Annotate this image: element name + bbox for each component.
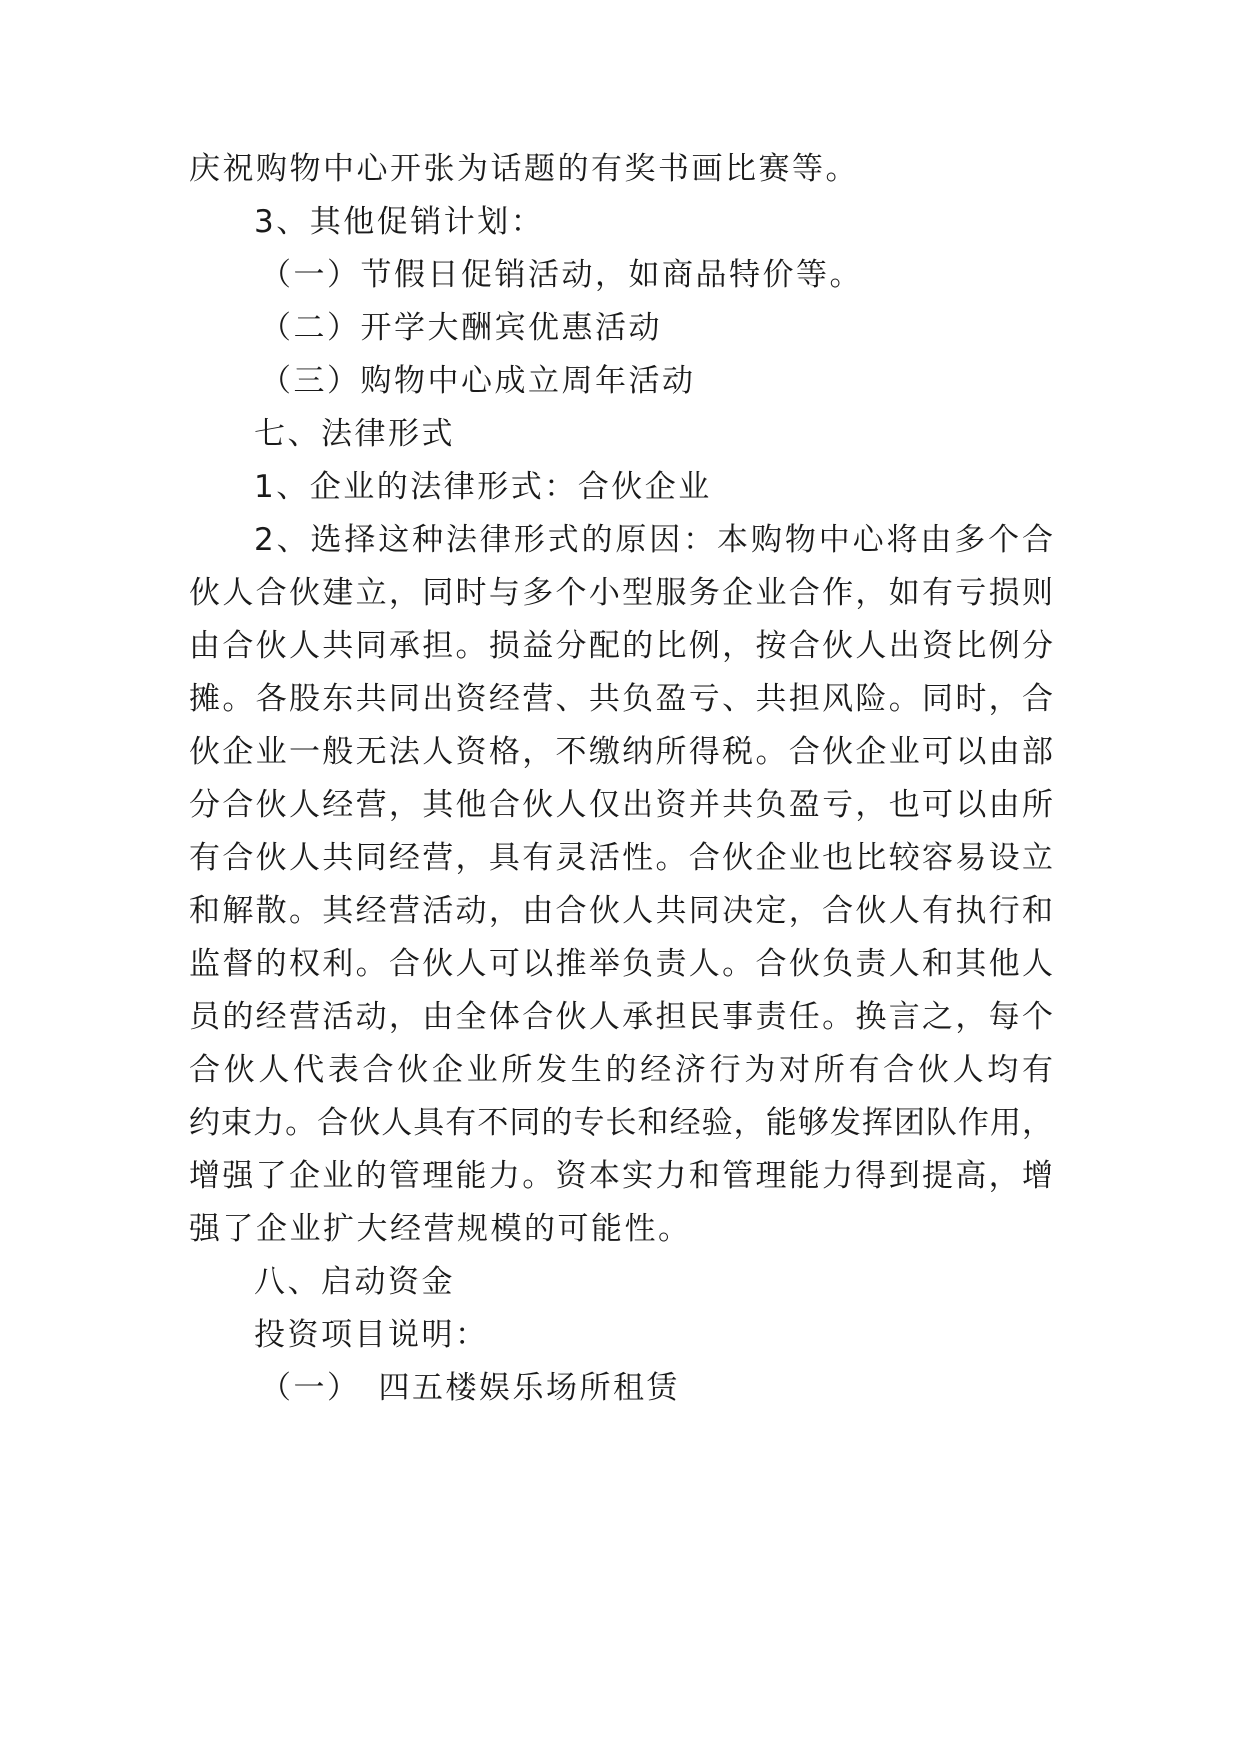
- list-item: （二）开学大酬宾优惠活动: [260, 310, 662, 346]
- section-heading: 七、法律形式: [254, 416, 455, 452]
- paragraph-line: 摊。各股东共同出资经营、共负盈亏、共担风险。同时，合: [189, 681, 1053, 717]
- list-item: （一）节假日促销活动，如商品特价等。: [260, 257, 863, 293]
- paragraph-line: 增强了企业的管理能力。资本实力和管理能力得到提高，增: [189, 1158, 1053, 1194]
- paragraph-line: 投资项目说明：: [254, 1317, 489, 1353]
- paragraph-line: 强了企业扩大经营规模的可能性。: [189, 1211, 692, 1247]
- paragraph-line: 庆祝购物中心开张为话题的有奖书画比赛等。: [189, 151, 859, 187]
- paragraph-line: 员的经营活动，由全体合伙人承担民事责任。换言之，每个: [189, 999, 1053, 1035]
- paragraph-line: 2、选择这种法律形式的原因：本购物中心将由多个合: [254, 522, 1053, 558]
- paragraph-line: 合伙人代表合伙企业所发生的经济行为对所有合伙人均有: [189, 1052, 1053, 1088]
- section-heading: 3、其他促销计划：: [254, 204, 545, 240]
- list-item: （一） 四五楼娱乐场所租赁: [260, 1370, 680, 1406]
- paragraph-line: 1、企业的法律形式：合伙企业: [254, 469, 712, 505]
- paragraph-line: 分合伙人经营，其他合伙人仅出资并共负盈亏，也可以由所: [189, 787, 1053, 823]
- paragraph-line: 由合伙人共同承担。损益分配的比例，按合伙人出资比例分: [189, 628, 1053, 664]
- list-item: （三）购物中心成立周年活动: [260, 363, 696, 399]
- paragraph-line: 监督的权利。合伙人可以推举负责人。合伙负责人和其他人: [189, 946, 1053, 982]
- paragraph-line: 约束力。合伙人具有不同的专长和经验，能够发挥团队作用，: [189, 1105, 1053, 1141]
- paragraph-line: 伙人合伙建立，同时与多个小型服务企业合作，如有亏损则: [189, 575, 1053, 611]
- paragraph-line: 和解散。其经营活动，由合伙人共同决定，合伙人有执行和: [189, 893, 1053, 929]
- paragraph-line: 伙企业一般无法人资格，不缴纳所得税。合伙企业可以由部: [189, 734, 1053, 770]
- section-heading: 八、启动资金: [254, 1264, 455, 1300]
- paragraph-line: 有合伙人共同经营，具有灵活性。合伙企业也比较容易设立: [189, 840, 1053, 876]
